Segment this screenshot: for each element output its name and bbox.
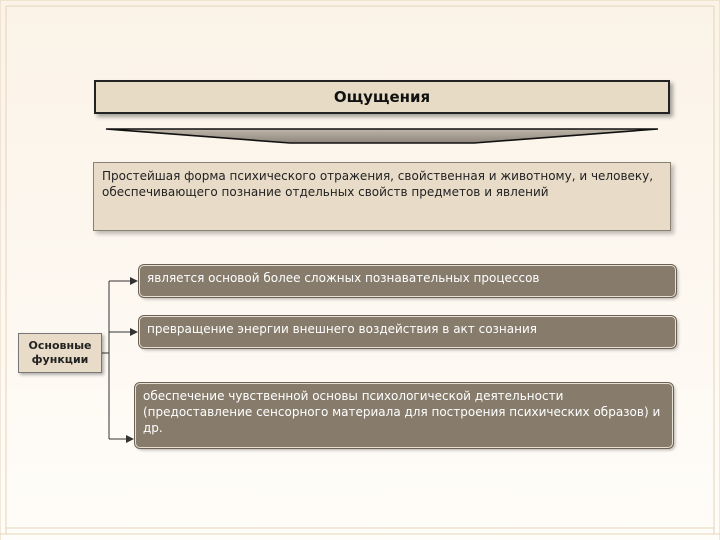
title-text: Ощущения (333, 88, 431, 106)
function-box-3 (135, 383, 673, 448)
function-box-2 (139, 316, 676, 348)
function-text-2: превращение энергии внешнего воздействия в акт сознания (147, 322, 537, 336)
functions-label-box (18, 333, 102, 373)
function-text-3: обеспечение чувственной основы психологической деятельности (предоставление сенсорного материала для построения психических образов) и др. (143, 389, 661, 435)
functions-label-text: Основные функции (28, 339, 92, 366)
definition-text: Простейшая форма психического отражения, свойственная и животному, и человеку, обеспечивающего познание отдельных свойств предметов и явлений (102, 169, 654, 199)
function-text-1: является основой более сложных познавательных процессов (147, 271, 540, 285)
function-box-1 (139, 265, 676, 297)
